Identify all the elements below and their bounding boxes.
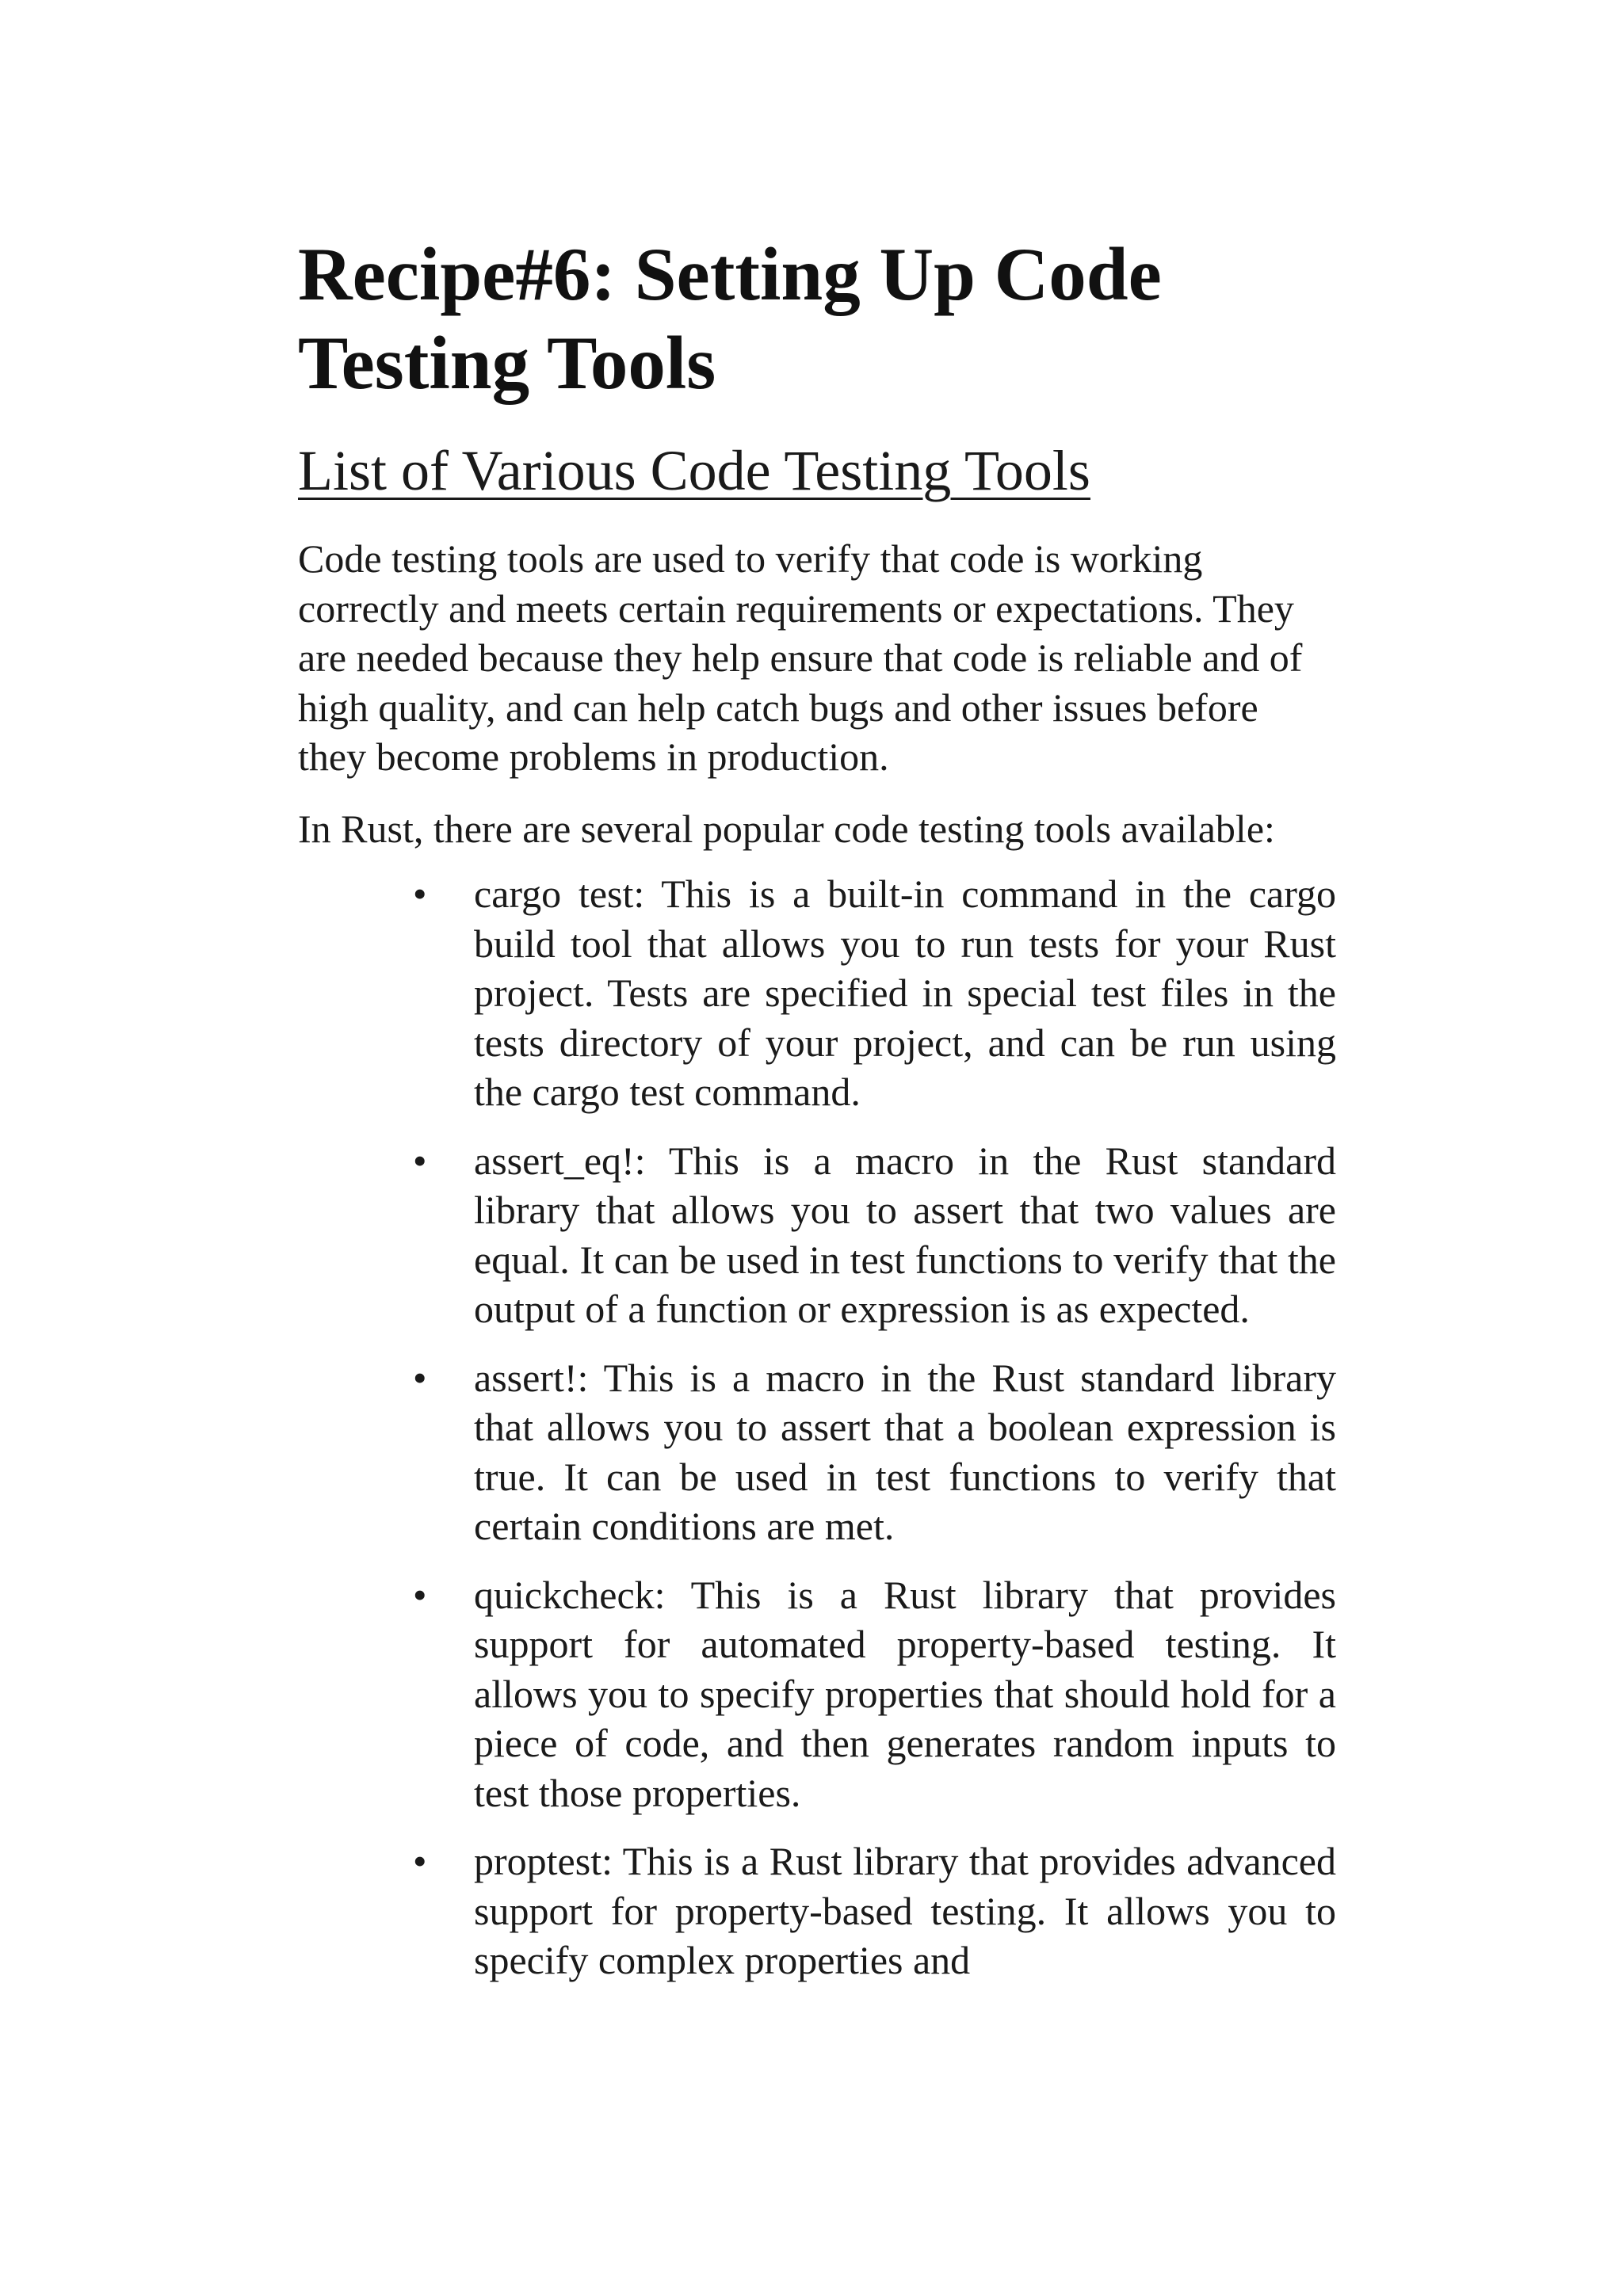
bullet-icon: • bbox=[413, 1839, 427, 1883]
list-item-text: quickcheck: This is a Rust library that provides support for automated property-based testing. It allows you to specify properties that should hold for a piece of code, and then generates random inputs to test those properties. bbox=[474, 1572, 1336, 1815]
list-item-assert bbox=[413, 1353, 1336, 1551]
list-item-text: proptest: This is a Rust library that provides advanced support for property-based testing. It allows you to specify complex properties and bbox=[474, 1839, 1336, 1982]
tools-lead-paragraph: In Rust, there are several popular code testing tools available: bbox=[298, 806, 1275, 851]
bullet-icon: • bbox=[413, 1355, 427, 1400]
list-item-cargo-test bbox=[413, 869, 1336, 1117]
section-heading: List of Various Code Testing Tools bbox=[298, 439, 1090, 502]
list-item-quickcheck bbox=[413, 1570, 1336, 1818]
list-item-proptest bbox=[413, 1836, 1336, 1985]
page-title: Recipe#6: Setting Up Code Testing Tools bbox=[298, 232, 1162, 405]
list-item-text: assert_eq!: This is a macro in the Rust standard library that allows you to assert that two values are equal. It can be used in test functions to verify that the output of a function or expression is as expected. bbox=[474, 1138, 1336, 1331]
document-page bbox=[298, 230, 1336, 2004]
bullet-icon: • bbox=[413, 1138, 427, 1183]
intro-paragraph: Code testing tools are used to verify that code is working correctly and meets certain requirements or expectations. They are needed because they help ensure that code is reliable and of high quality, and can help catch bugs and other issues before they become problems in production. bbox=[298, 536, 1303, 779]
bullet-icon: • bbox=[413, 1572, 427, 1617]
list-item-text: assert!: This is a macro in the Rust standard library that allows you to assert that a boolean expression is true. It can be used in test functions to verify that certain conditions are met. bbox=[474, 1355, 1336, 1548]
bullet-icon: • bbox=[413, 871, 427, 916]
tools-list bbox=[298, 869, 1336, 1985]
list-item-assert-eq bbox=[413, 1136, 1336, 1334]
list-item-text: cargo test: This is a built-in command in the cargo build tool that allows you to run tests for your Rust project. Tests are specified in special test files in the tests directory of your project, and can be run using the cargo test command. bbox=[474, 871, 1336, 1114]
